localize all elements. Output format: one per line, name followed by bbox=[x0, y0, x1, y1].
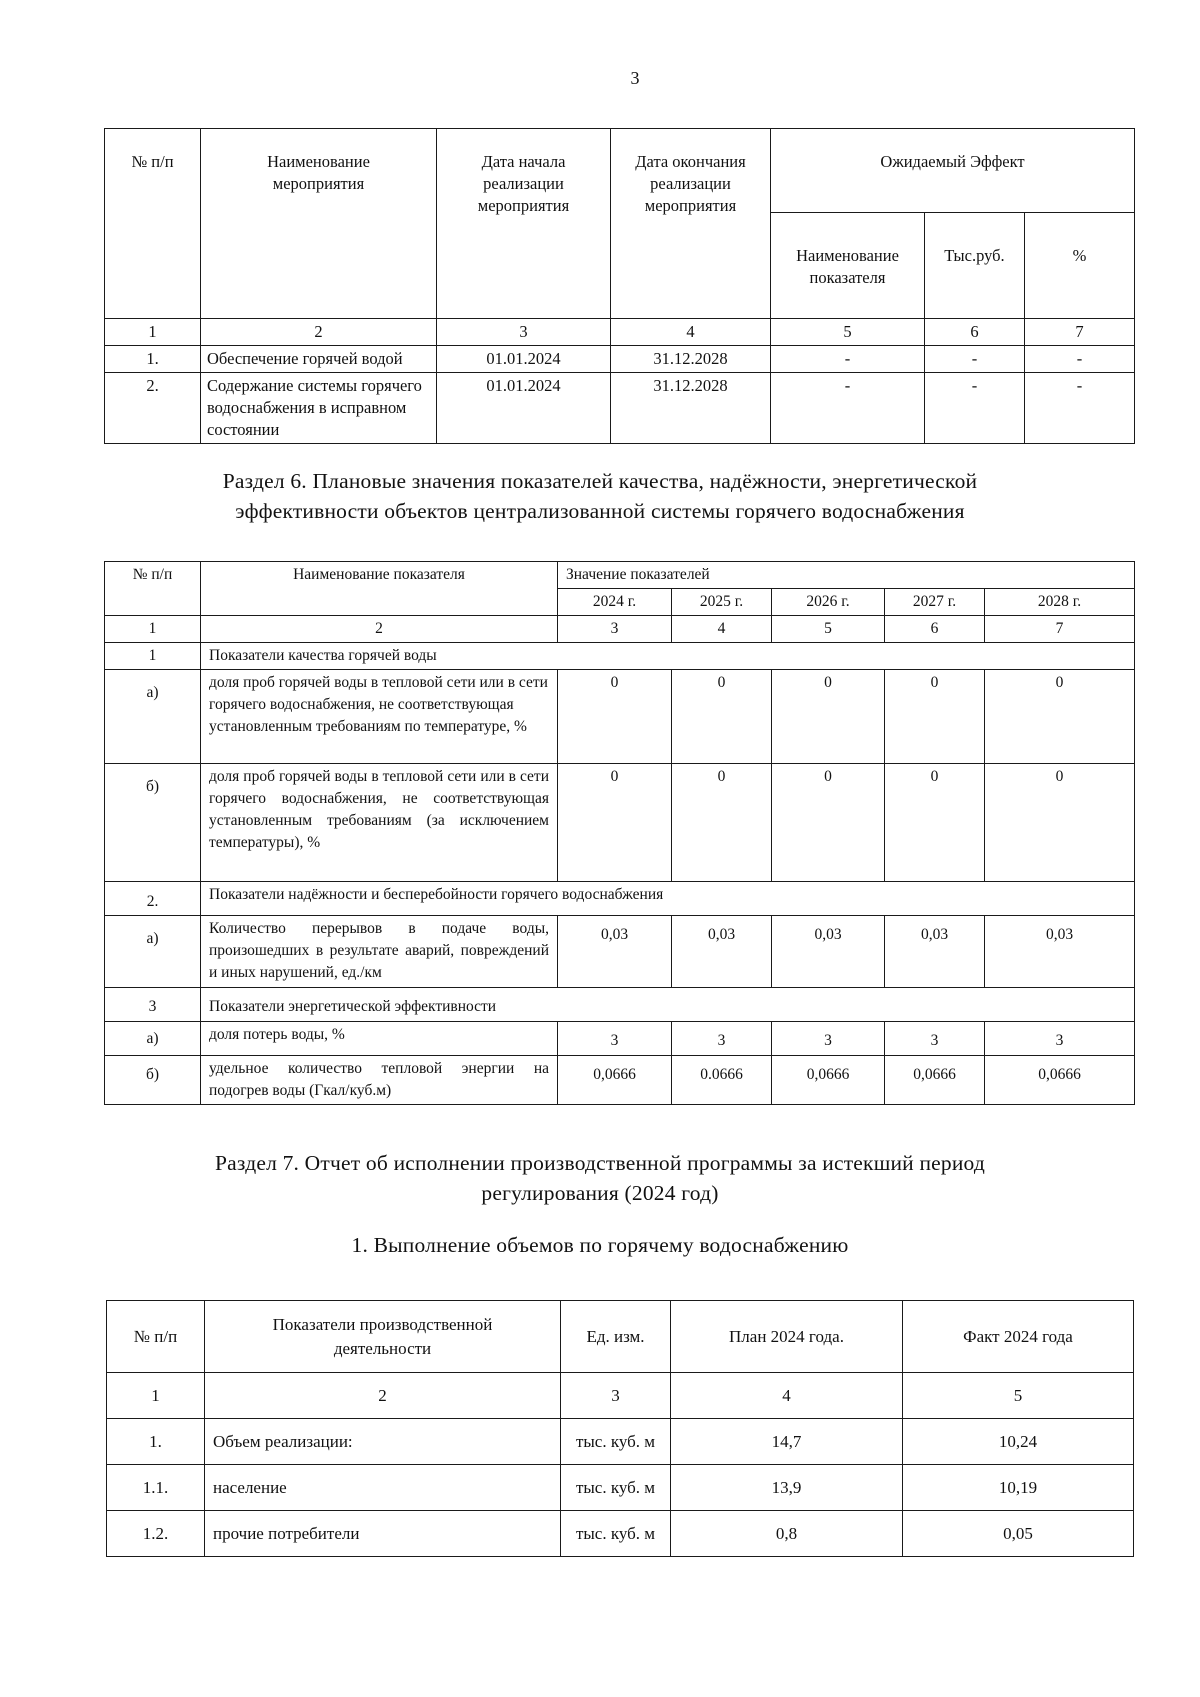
row-value: 0,03 bbox=[885, 916, 985, 988]
table-row bbox=[105, 916, 1135, 988]
table-row bbox=[107, 1511, 1134, 1557]
row-num: 1. bbox=[107, 1419, 205, 1465]
table-row bbox=[107, 1465, 1134, 1511]
row-indicator: доля потерь воды, % bbox=[201, 1022, 558, 1056]
section7-title-line2: регулирования (2024 год) bbox=[481, 1181, 719, 1205]
row-value: 0,03 bbox=[672, 916, 772, 988]
row-num: 1. bbox=[105, 346, 201, 373]
row-value: 0,0666 bbox=[985, 1056, 1135, 1105]
header-num: № п/п bbox=[105, 562, 201, 616]
row-num: б) bbox=[105, 764, 201, 882]
volumes-table bbox=[106, 1300, 1134, 1557]
row-num: а) bbox=[105, 670, 201, 764]
group-num: 3 bbox=[105, 988, 201, 1022]
row-pct: - bbox=[1025, 346, 1135, 373]
col-number: 7 bbox=[985, 616, 1135, 643]
row-value: 0 bbox=[558, 764, 672, 882]
col-number: 6 bbox=[925, 319, 1025, 346]
row-start: 01.01.2024 bbox=[437, 373, 611, 444]
group-title: Показатели качества горячей воды bbox=[201, 643, 1135, 670]
table-row bbox=[105, 1056, 1135, 1105]
header-percent: % bbox=[1025, 213, 1135, 319]
row-value: 0,0666 bbox=[558, 1056, 672, 1105]
header-year: 2025 г. bbox=[672, 589, 772, 616]
row-value: 0,0666 bbox=[772, 1056, 885, 1105]
header-indicator: Показатели производственной деятельности bbox=[205, 1301, 561, 1373]
row-indicator: удельное количество тепловой энергии на подогрев воды (Гкал/куб.м) bbox=[201, 1056, 558, 1105]
header-year: 2024 г. bbox=[558, 589, 672, 616]
header-year: 2028 г. bbox=[985, 589, 1135, 616]
row-unit: тыс. куб. м bbox=[561, 1419, 671, 1465]
header-year: 2026 г. bbox=[772, 589, 885, 616]
col-number: 3 bbox=[561, 1373, 671, 1419]
col-number: 2 bbox=[205, 1373, 561, 1419]
col-number: 4 bbox=[671, 1373, 903, 1419]
row-value: 3 bbox=[885, 1022, 985, 1056]
section7-title bbox=[0, 1148, 1200, 1208]
table-row bbox=[105, 346, 1135, 373]
header-unit: Ед. изм. bbox=[561, 1301, 671, 1373]
row-num: а) bbox=[105, 1022, 201, 1056]
col-number: 1 bbox=[107, 1373, 205, 1419]
row-start: 01.01.2024 bbox=[437, 346, 611, 373]
col-number: 5 bbox=[771, 319, 925, 346]
header-plan: План 2024 года. bbox=[671, 1301, 903, 1373]
col-number: 5 bbox=[772, 616, 885, 643]
row-value: 0.0666 bbox=[672, 1056, 772, 1105]
row-value: 3 bbox=[772, 1022, 885, 1056]
col-number: 1 bbox=[105, 616, 201, 643]
row-value: 3 bbox=[985, 1022, 1135, 1056]
header-year: 2027 г. bbox=[885, 589, 985, 616]
row-indicator: - bbox=[771, 373, 925, 444]
col-number: 6 bbox=[885, 616, 985, 643]
row-value: 0 bbox=[985, 764, 1135, 882]
row-value: 0 bbox=[672, 670, 772, 764]
header-thousand-rub: Тыс.руб. bbox=[925, 213, 1025, 319]
header-start-date: Дата начала реализации мероприятия bbox=[437, 129, 611, 319]
row-rub: - bbox=[925, 373, 1025, 444]
row-value: 0 bbox=[772, 764, 885, 882]
row-value: 0 bbox=[672, 764, 772, 882]
section6-title-line1: Раздел 6. Плановые значения показателей качества, надёжности, энергетической bbox=[222, 469, 978, 493]
row-fact: 0,05 bbox=[903, 1511, 1134, 1557]
column-numbers-row bbox=[105, 319, 1135, 346]
col-number: 3 bbox=[437, 319, 611, 346]
group-header-row bbox=[105, 988, 1135, 1022]
group-num: 1 bbox=[105, 643, 201, 670]
row-plan: 13,9 bbox=[671, 1465, 903, 1511]
row-unit: тыс. куб. м bbox=[561, 1465, 671, 1511]
group-title: Показатели энергетической эффективности bbox=[201, 988, 1135, 1022]
row-num: 2. bbox=[105, 373, 201, 444]
col-number: 2 bbox=[201, 319, 437, 346]
row-value: 3 bbox=[672, 1022, 772, 1056]
col-number: 4 bbox=[672, 616, 772, 643]
header-values: Значение показателей bbox=[558, 562, 1135, 589]
header-indicator-name: Наименование показателя bbox=[771, 213, 925, 319]
table-row bbox=[105, 1022, 1135, 1056]
group-title: Показатели надёжности и бесперебойности горячего водоснабжения bbox=[201, 882, 1135, 916]
table-row bbox=[107, 1419, 1134, 1465]
row-value: 0 bbox=[772, 670, 885, 764]
row-fact: 10,24 bbox=[903, 1419, 1134, 1465]
header-num: № п/п bbox=[107, 1301, 205, 1373]
header-end-date: Дата окончания реализации мероприятия bbox=[611, 129, 771, 319]
row-activity: Содержание системы горячего водоснабжения в исправном состоянии bbox=[201, 373, 437, 444]
header-fact: Факт 2024 года bbox=[903, 1301, 1134, 1373]
col-number: 3 bbox=[558, 616, 672, 643]
table-row bbox=[105, 670, 1135, 764]
row-value: 0,03 bbox=[985, 916, 1135, 988]
page-number: 3 bbox=[630, 68, 640, 88]
header-indicator-name: Наименование показателя bbox=[201, 562, 558, 616]
row-value: 0 bbox=[885, 670, 985, 764]
header-num: № п/п bbox=[105, 129, 201, 319]
row-indicator: Объем реализации: bbox=[205, 1419, 561, 1465]
row-value: 0 bbox=[558, 670, 672, 764]
row-indicator: доля проб горячей воды в тепловой сети или в сети горячего водоснабжения, не соответствующая установленным требованиям (за исключением температуры), % bbox=[201, 764, 558, 882]
table-row bbox=[105, 764, 1135, 882]
row-indicator: Количество перерывов в подаче воды, произошедших в результате аварий, повреждений и иных нарушений, ед./км bbox=[201, 916, 558, 988]
group-header-row bbox=[105, 643, 1135, 670]
row-unit: тыс. куб. м bbox=[561, 1511, 671, 1557]
col-number: 7 bbox=[1025, 319, 1135, 346]
row-indicator: доля проб горячей воды в тепловой сети или в сети горячего водоснабжения, не соответствующая установленным требованиям по температуре, % bbox=[201, 670, 558, 764]
row-value: 3 bbox=[558, 1022, 672, 1056]
row-pct: - bbox=[1025, 373, 1135, 444]
row-value: 0,03 bbox=[558, 916, 672, 988]
indicators-table bbox=[104, 561, 1135, 1105]
row-value: 0,03 bbox=[772, 916, 885, 988]
column-numbers-row bbox=[107, 1373, 1134, 1419]
row-activity: Обеспечение горячей водой bbox=[201, 346, 437, 373]
row-num: 1.2. bbox=[107, 1511, 205, 1557]
row-rub: - bbox=[925, 346, 1025, 373]
column-numbers-row bbox=[105, 616, 1135, 643]
row-plan: 14,7 bbox=[671, 1419, 903, 1465]
row-end: 31.12.2028 bbox=[611, 373, 771, 444]
row-value: 0,0666 bbox=[885, 1056, 985, 1105]
section7-subtitle: 1. Выполнение объемов по горячему водоснабжению bbox=[351, 1233, 849, 1257]
row-num: а) bbox=[105, 916, 201, 988]
row-num: б) bbox=[105, 1056, 201, 1105]
row-fact: 10,19 bbox=[903, 1465, 1134, 1511]
row-end: 31.12.2028 bbox=[611, 346, 771, 373]
table-row bbox=[105, 373, 1135, 444]
section7-title-line1: Раздел 7. Отчет об исполнении производственной программы за истекший период bbox=[214, 1151, 986, 1175]
row-value: 0 bbox=[985, 670, 1135, 764]
section6-title-line2: эффективности объектов централизованной системы горячего водоснабжения bbox=[235, 499, 965, 523]
row-value: 0 bbox=[885, 764, 985, 882]
col-number: 2 bbox=[201, 616, 558, 643]
row-indicator: прочие потребители bbox=[205, 1511, 561, 1557]
col-number: 4 bbox=[611, 319, 771, 346]
group-num: 2. bbox=[105, 882, 201, 916]
header-activity-name: Наименование мероприятия bbox=[201, 129, 437, 319]
row-indicator: население bbox=[205, 1465, 561, 1511]
row-plan: 0,8 bbox=[671, 1511, 903, 1557]
col-number: 5 bbox=[903, 1373, 1134, 1419]
section6-title bbox=[0, 466, 1200, 526]
header-expected-effect: Ожидаемый Эффект bbox=[771, 129, 1135, 213]
col-number: 1 bbox=[105, 319, 201, 346]
group-header-row bbox=[105, 882, 1135, 916]
row-num: 1.1. bbox=[107, 1465, 205, 1511]
activities-table bbox=[104, 128, 1135, 444]
row-indicator: - bbox=[771, 346, 925, 373]
